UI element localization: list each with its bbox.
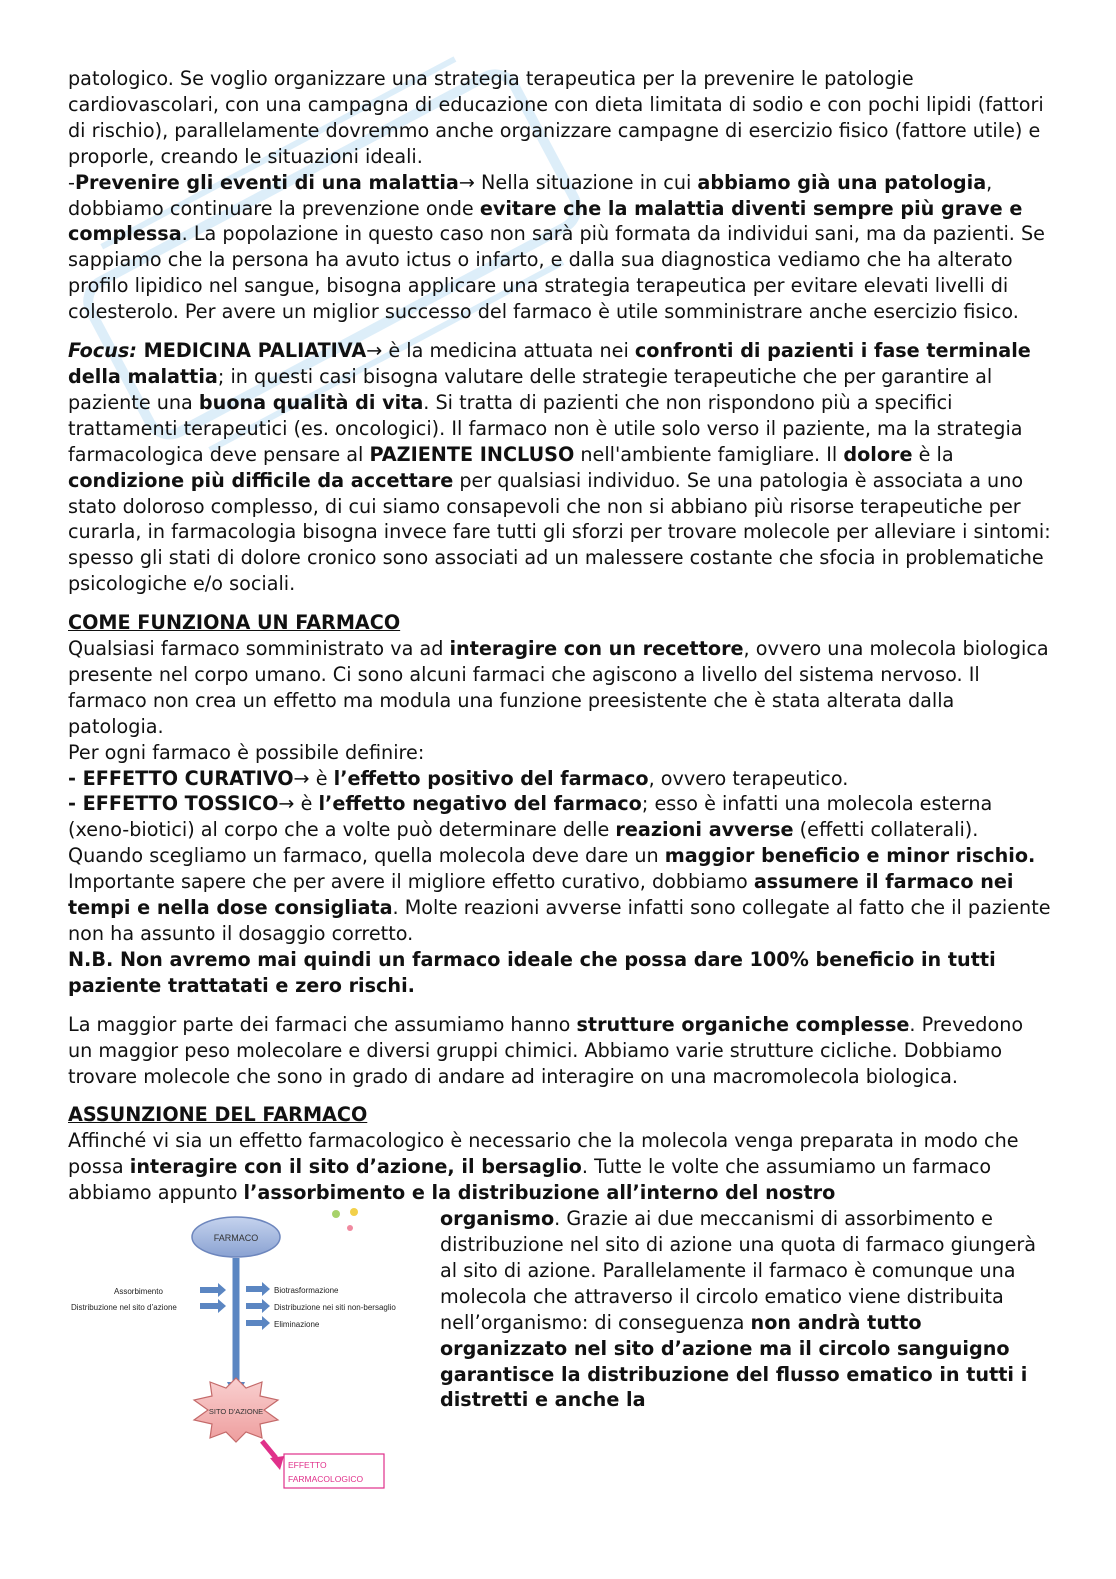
paragraph-cardiovascular: patologico. Se voglio organizzare una strategia terapeutica per la prevenire le patologie cardiovascolari, con una campagna di educazione con dieta limitata di sodio e con pochi lipidi (fattori di rischio), parallelamente dovremmo anche organizzare campagne di esercizio fisico (fattore utile) e proporle, creando le situazioni ideali. xyxy=(68,67,1044,168)
effect-label-1: EFFETTO xyxy=(288,1460,327,1471)
paragraph-structures: La maggior parte dei farmaci che assumiamo hanno strutture organiche complesse. Prevedono un maggior peso molecolare e diversi gruppi chimici. Abbiamo varie strutture cicliche. Dobbiamo trovare molecole che sono in grado di andare ad interagire on una macromolecola biologica. xyxy=(68,1012,1024,1088)
pharmacology-diagram xyxy=(68,1206,430,1496)
decor-dot-pink xyxy=(347,1225,353,1231)
paragraph-define: Per ogni farmaco è possibile definire: xyxy=(68,740,425,764)
effect-arrow-shaft xyxy=(262,1441,276,1458)
paragraph-prevent-events: -Prevenire gli eventi di una malattia→ Nella situazione in cui abbiamo già una patologia, dobbiamo continuare la prevenzione onde evitare che la malattia diventi sempre più grave e complessa. La popolazione in questo caso non sarà più formata da individui sani, ma da pazienti. Se sappiamo che la persona ha avuto ictus o infarto, e dalla sua diagnostica vediamo che ha alterato profilo lipidico nel sangue, bisogna applicare una strategia terapeutica per evitare elevati livelli di colesterolo. Per avere un miglior successo del farmaco è utile somministrare anche esercizio fisico. xyxy=(68,170,1045,324)
right-label-eliminazione: Eliminazione xyxy=(274,1320,320,1330)
right-label-distribuzione-non-bersaglio: Distribuzione nei siti non-bersaglio xyxy=(274,1303,396,1313)
document-page xyxy=(68,66,1052,1496)
paragraph-curative: - EFFETTO CURATIVO→ è l’effetto positivo del farmaco, ovvero terapeutico. xyxy=(68,766,849,790)
effect-arrow-head xyxy=(270,1456,284,1470)
right-label-biotrasformazione: Biotrasformazione xyxy=(274,1286,339,1296)
arrow-right-icon: → xyxy=(293,766,310,790)
farmaco-label: FARMACO xyxy=(213,1233,259,1244)
effect-label-2: FARMACOLOGICO xyxy=(288,1474,364,1485)
paragraph-assumption: Affinché vi sia un effetto farmacologico è necessario che la molecola venga preparata in modo che possa interagire con il sito d’azione, il bersaglio. Tutte le volte che assumiamo un farmaco abbiamo appunto l’assorbimento e la distribuzione all’interno del nostro xyxy=(68,1129,1019,1205)
paragraph-palliative: Focus: MEDICINA PALIATIVA→ è la medicina attuata nei confronti di pazienti i fase terminale della malattia; in questi casi bisogna valutare delle strategie terapeutiche che per garantire al paziente una buona qualità di vita. Si tratta di pazienti che non rispondono più a specifici trattamenti terapeutici (es. oncologici). Il farmaco non è utile solo verso il paziente, ma la strategia farmacologica deve pensare al PAZIENTE INCLUSO nell'ambiente famigliare. Il dolore è la condizione più difficile da accettare per qualsiasi individuo. Se una patologia è associata a uno stato doloroso complesso, di cui siamo consapevoli che non si abbiano più risorse terapeutiche per curarla, in farmacologia bisogna invece fare tutti gli sforzi per trovare molecole per alleviare i sintomi: spesso gli stati di dolore cronico sono associati ad un malessere costante che sfocia in problematiche psicologiche e/o sociali. xyxy=(68,339,1051,596)
arrow-right-icon: → xyxy=(366,339,383,363)
paragraph-distribution: organismo. Grazie ai due meccanismi di assorbimento e distribuzione nel sito di azione una quota di farmaco giungerà al sito di azione. Parallelamente il farmaco è comunque una molecola che attraverso il circolo ematico viene distribuita nell’organismo: di conseguenza non andrà tutto organizzato nel sito d’azione ma il circolo sanguigno garantisce la distribuzione del flusso ematico in tutti i distretti e anche la xyxy=(440,1207,1037,1412)
paragraph-nb: N.B. Non avremo mai quindi un farmaco ideale che possa dare 100% beneficio in tutti paziente trattatati e zero rischi. xyxy=(68,947,996,997)
paragraph-receptor: Qualsiasi farmaco somministrato va ad interagire con un recettore, ovvero una molecola biologica presente nel corpo umano. Ci sono alcuni farmaci che agiscono a livello del sistema nervoso. Il farmaco non crea un effetto ma modula una funzione preesistente che è stata alterata dalla patologia. xyxy=(68,637,1049,738)
left-label-distribuzione: Distribuzione nel sito d’azione xyxy=(71,1303,177,1313)
heading-assunzione: ASSUNZIONE DEL FARMACO xyxy=(68,1103,368,1127)
left-arrow-2 xyxy=(200,1299,226,1313)
arrow-right-icon: → xyxy=(278,792,295,816)
right-arrow-1 xyxy=(246,1282,270,1296)
left-arrow-1 xyxy=(200,1283,226,1297)
diagram-section xyxy=(68,1206,1052,1496)
heading-come-funziona: COME FUNZIONA UN FARMACO xyxy=(68,611,401,635)
site-label: SITO D'AZIONE xyxy=(208,1407,264,1417)
paragraph-toxic: - EFFETTO TOSSICO→ è l’effetto negativo del farmaco; esso è infatti una molecola esterna (xeno-biotici) al corpo che a volte può determinare delle reazioni avverse (effetti collaterali). xyxy=(68,792,993,842)
right-arrow-3 xyxy=(246,1316,270,1330)
left-label-assorbimento: Assorbimento xyxy=(114,1287,163,1297)
arrow-right-icon: → xyxy=(458,170,475,194)
right-arrow-2 xyxy=(246,1299,270,1313)
decor-dot-green xyxy=(332,1210,340,1218)
decor-dot-yellow xyxy=(350,1208,358,1216)
paragraph-choice: Quando scegliamo un farmaco, quella molecola deve dare un maggior beneficio e minor rischio. Importante sapere che per avere il migliore effetto curativo, dobbiamo assumere il farmaco nei tempi e nella dose consigliata. Molte reazioni avverse infatti sono collegate al fatto che il paziente non ha assunto il dosaggio corretto. xyxy=(68,844,1051,945)
